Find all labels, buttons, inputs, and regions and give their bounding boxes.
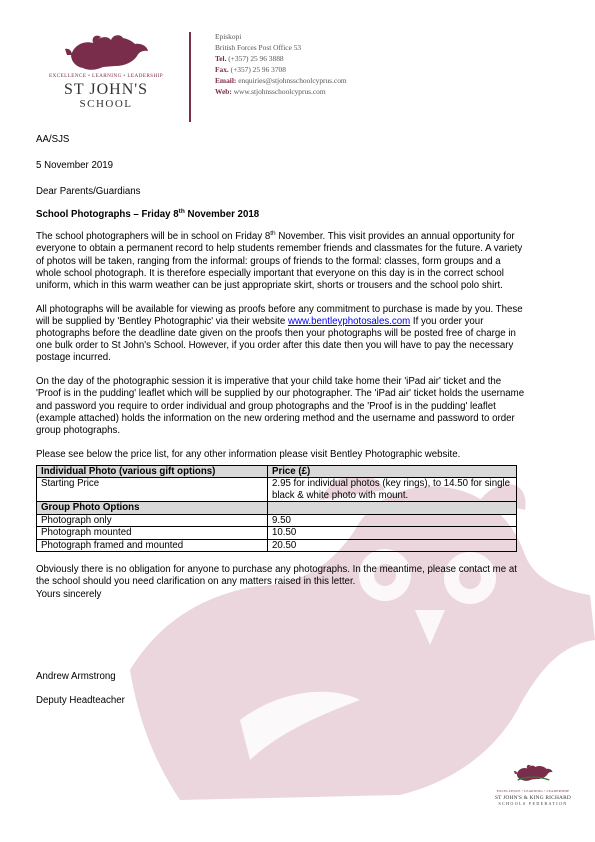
letter-body [36, 134, 526, 707]
fax [215, 64, 347, 75]
row-price: 10.50 [268, 527, 517, 540]
school-motto: EXCELLENCE • LEARNING • LEADERSHIP [48, 73, 164, 79]
federation-logo [478, 762, 588, 806]
p1-text: The school photographers will be in school on Friday 8 [36, 231, 271, 243]
table-row [37, 514, 517, 527]
header-empty [268, 502, 517, 515]
letter-reference: AA/SJS [36, 134, 70, 145]
table-row [37, 527, 517, 540]
row-label: Photograph framed and mounted [37, 539, 268, 552]
dragon-icon [513, 762, 553, 784]
fax-label: Fax. [215, 65, 229, 74]
letter-title [36, 209, 526, 221]
header-group-photo: Group Photo Options [37, 502, 268, 515]
email [215, 75, 347, 86]
school-logo [36, 34, 176, 110]
web-label: Web: [215, 87, 232, 96]
signer-title: Deputy Headteacher [36, 694, 125, 706]
web-value[interactable]: www.stjohnsschoolcyprus.com [233, 87, 326, 96]
title-text-end: November 2018 [184, 209, 260, 221]
p2-text: All photographs will be available for viewing as proofs before any commitment to purchase is made by you. These will be supplied by 'Bentley Photographic' via their website [36, 303, 523, 327]
telephone [215, 53, 347, 64]
table-header-row [37, 465, 517, 478]
paragraph-proofs [36, 304, 526, 364]
signer-name: Andrew Armstrong [36, 670, 116, 682]
federation-sub: SCHOOLS FEDERATION [498, 801, 568, 806]
table-row [37, 539, 517, 552]
table-row [37, 478, 517, 502]
p1-text-end: November. This visit provides an annual opportunity for everyone to obtain a permanent record to help students remember friends and classmates for the future. A variety of photos will be taken, ranging from the informal: groups of friends to the formal: classes, form groups and a whole school photograph. It is therefore especially important that everyone on this day is in the correct school uniform, which in this warm weather can be just appropriate skirt, shorts or trousers and the school polo shirt. [36, 231, 523, 291]
row-label: Starting Price [37, 478, 268, 502]
title-superscript: th [178, 208, 185, 216]
school-address [215, 31, 347, 97]
header-price: Price (£) [268, 465, 517, 478]
paragraph-intro [36, 231, 526, 291]
email-label: Email: [215, 76, 237, 85]
letterhead-divider [189, 32, 191, 122]
tel-value: (+357) 25 96 3888 [228, 54, 284, 63]
row-label: Photograph only [37, 514, 268, 527]
address-line-1: Episkopi [215, 32, 242, 41]
row-price: 20.50 [268, 539, 517, 552]
address-line-2: British Forces Post Office 53 [215, 43, 302, 52]
closing: Yours sincerely [36, 588, 102, 600]
dragon-icon [63, 34, 149, 72]
website [215, 86, 347, 97]
row-label: Photograph mounted [37, 527, 268, 540]
p1-superscript: th [270, 230, 276, 238]
email-value[interactable]: enquiries@stjohnsschoolcyprus.com [238, 76, 347, 85]
table-header-row [37, 502, 517, 515]
school-name: ST JOHN'S [63, 81, 149, 98]
row-price: 2.95 for individual photos (key rings), to 14.50 for single black & white photo with mount. [268, 478, 517, 502]
tel-label: Tel. [215, 54, 227, 63]
title-text: School Photographs – Friday 8 [36, 209, 179, 221]
paragraph-session: On the day of the photographic session it is imperative that your child take home their 'iPad air' ticket and the 'Proof is in the pudding' leaflet which will be supplied by our photographer. The 'iPad air' ticket holds the username and password you require to order individual and group photographs and the 'Proof is in the pudding' leaflet (example attached) holds the information on the new ordering method and the username and password to order group photographs. [36, 376, 525, 436]
price-table [36, 465, 517, 553]
paragraph-closing: Obviously there is no obligation for anyone to purchase any photographs. In the meantime, please contact me at the school should you need clarification on any matters raised in this letter. [36, 564, 517, 588]
header-individual-photo: Individual Photo (various gift options) [37, 465, 268, 478]
fax-value: (+357) 25 96 3708 [230, 65, 286, 74]
paragraph-price-intro: Please see below the price list, for any other information please visit Bentley Photographic website. [36, 448, 461, 460]
bentley-website-link[interactable]: www.bentleyphotosales.com [287, 315, 411, 327]
school-name-sub: SCHOOL [79, 98, 133, 110]
federation-name: ST JOHN'S & KING RICHARD [494, 795, 572, 801]
p2-text-end: If you order your photographs before the deadline date given on the proofs then your photographs will be posted free of charge in one bulk order to St John's School. However, if you order after this date then you will have to pay the necessary postage incurred. [36, 315, 516, 364]
letter-date: 5 November 2019 [36, 160, 114, 172]
row-price: 9.50 [268, 514, 517, 527]
salutation: Dear Parents/Guardians [36, 186, 141, 198]
federation-motto: EXCELLENCE • LEARNING • LEADERSHIP [496, 789, 570, 793]
